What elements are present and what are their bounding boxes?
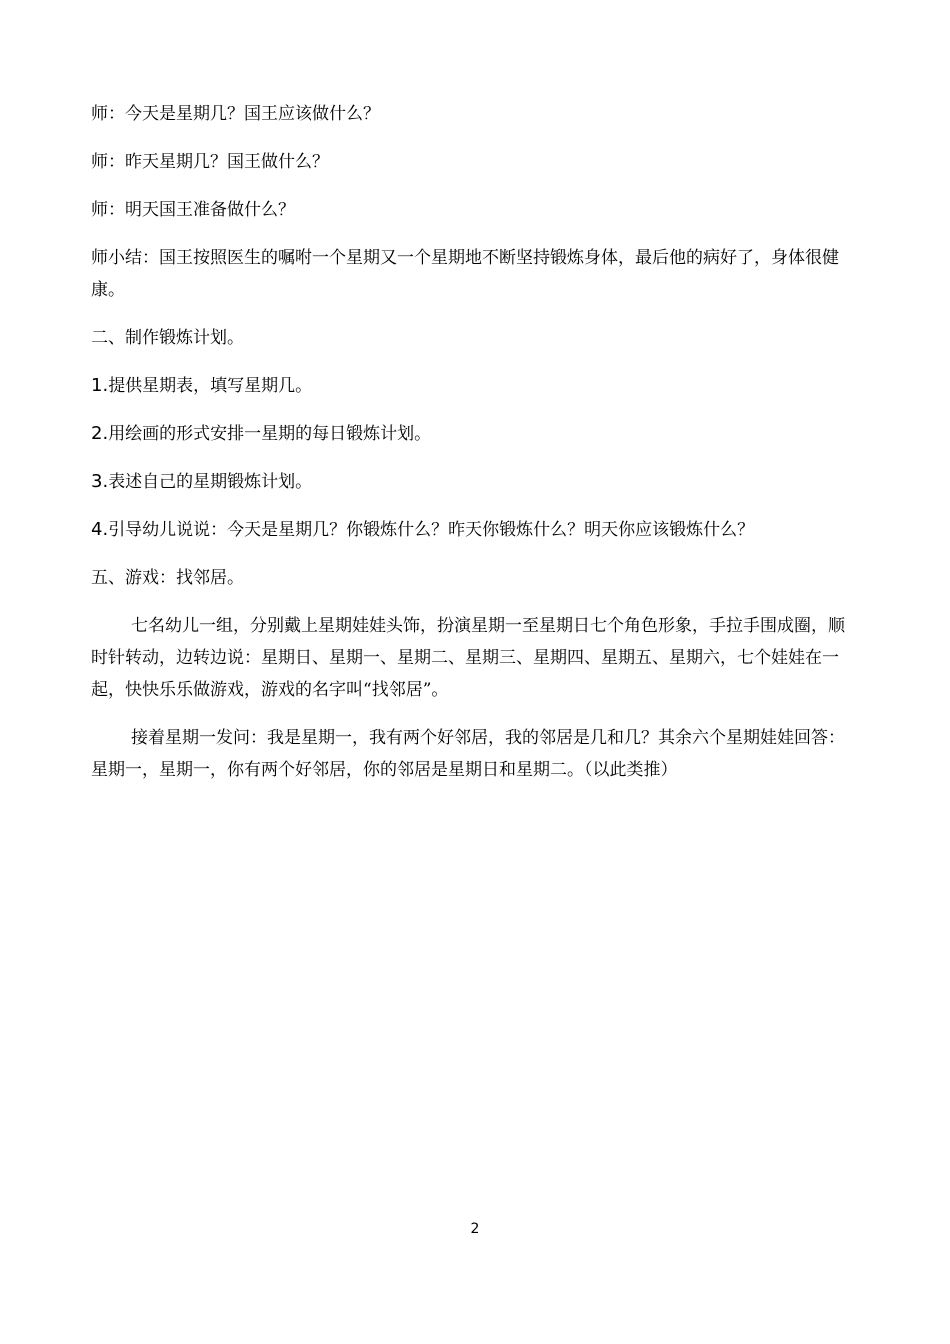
document-body: [91, 98, 861, 802]
teacher-question-yesterday: 师：昨天星期几？国王做什么？: [91, 152, 329, 172]
section-two-heading: 二、制作锻炼计划。: [91, 328, 244, 348]
game-paragraph-1: 七名幼儿一组，分别戴上星期娃娃头饰，扮演星期一至星期日七个角色形象，手拉手围成圈，顺时针转动，边转边说：星期日、星期一、星期二、星期三、星期四、星期五、星期六，七个娃娃在一起，快快乐乐做游戏，游戏的名字叫“找邻居”。: [91, 616, 845, 700]
step-number: 1.: [91, 375, 109, 396]
teacher-question-today: 师：今天是星期几？国王应该做什么？: [91, 104, 380, 124]
step-text: 表述自己的星期锻炼计划。: [108, 472, 313, 492]
page-number: 2: [470, 1221, 480, 1237]
step-text: 引导幼儿说说：今天是星期几？你锻炼什么？昨天你锻炼什么？明天你应该锻炼什么？: [108, 520, 755, 540]
step-item-1: [91, 370, 861, 402]
step-number: 4.: [91, 519, 109, 540]
step-item-2: [91, 418, 861, 450]
step-item-4: [91, 514, 861, 546]
step-text: 提供星期表，填写星期几。: [108, 376, 313, 396]
teacher-question-tomorrow: 师：明天国王准备做什么？: [91, 200, 295, 220]
step-number: 3.: [91, 471, 109, 492]
step-item-3: [91, 466, 861, 498]
step-number: 2.: [91, 423, 109, 444]
step-text: 用绘画的形式安排一星期的每日锻炼计划。: [108, 424, 432, 444]
teacher-summary: 师小结：国王按照医生的嘱咐一个星期又一个星期地不断坚持锻炼身体，最后他的病好了，身体很健康。: [91, 248, 839, 300]
game-paragraph-2: 接着星期一发问：我是星期一，我有两个好邻居，我的邻居是几和几？其余六个星期娃娃回答：星期一，星期一，你有两个好邻居，你的邻居是星期日和星期二。（以此类推）: [91, 728, 845, 780]
section-five-heading: 五、游戏：找邻居。: [91, 568, 244, 588]
